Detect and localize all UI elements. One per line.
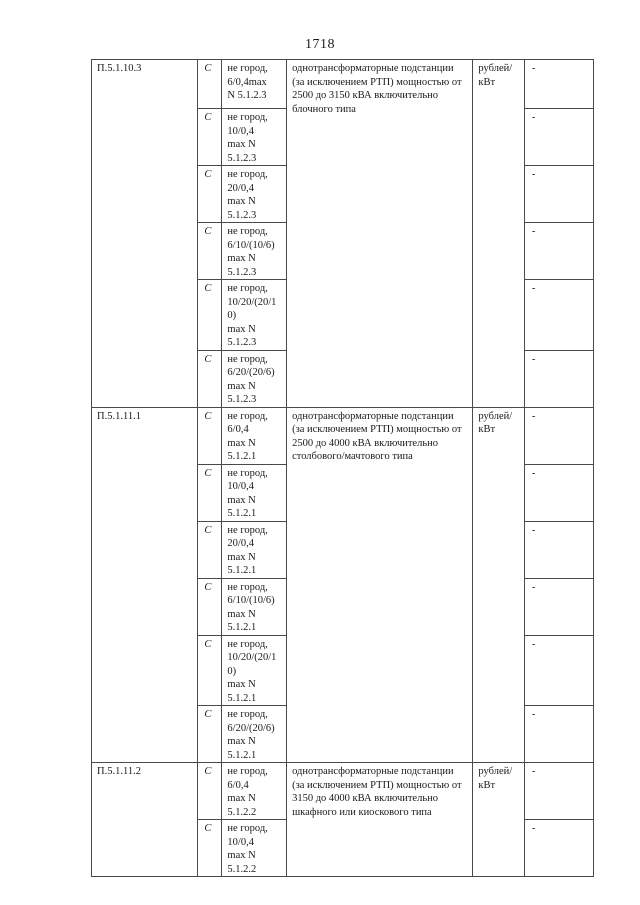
category-cell: С	[198, 763, 222, 820]
category-cell: С	[198, 60, 222, 109]
value-cell: -	[524, 350, 593, 407]
condition-cell: не город, 10/0,4 max N 5.1.2.2	[222, 820, 287, 877]
category-cell: С	[198, 407, 222, 464]
value-cell: -	[524, 635, 593, 706]
condition-cell: не город, 6/0,4 max N 5.1.2.1	[222, 407, 287, 464]
table-row	[92, 60, 594, 109]
unit-cell: рублей/ кВт	[473, 60, 525, 408]
category-cell: С	[198, 635, 222, 706]
category-cell: С	[198, 521, 222, 578]
unit-cell: рублей/ кВт	[473, 763, 525, 877]
condition-cell: не город, 10/20/(20/1 0) max N 5.1.2.1	[222, 635, 287, 706]
value-cell: -	[524, 578, 593, 635]
value-cell: -	[524, 223, 593, 280]
table-row	[92, 763, 594, 820]
unit-cell: рублей/ кВт	[473, 407, 525, 763]
category-cell: С	[198, 223, 222, 280]
tariff-table	[91, 59, 594, 877]
category-cell: С	[198, 166, 222, 223]
description-cell: однотрансформаторные подстанции (за исключением РТП) мощностью от 3150 до 4000 кВА включительно шкафного или киоскового типа	[287, 763, 473, 877]
category-cell: С	[198, 350, 222, 407]
category-cell: С	[198, 578, 222, 635]
value-cell: -	[524, 706, 593, 763]
condition-cell: не город, 10/0,4 max N 5.1.2.1	[222, 464, 287, 521]
category-cell: С	[198, 109, 222, 166]
category-cell: С	[198, 820, 222, 877]
value-cell: -	[524, 60, 593, 109]
condition-cell: не город, 6/20/(20/6) max N 5.1.2.3	[222, 350, 287, 407]
table-body	[92, 60, 594, 877]
value-cell: -	[524, 109, 593, 166]
condition-cell: не город, 6/0,4 max N 5.1.2.2	[222, 763, 287, 820]
condition-cell: не город, 6/10/(10/6) max N 5.1.2.3	[222, 223, 287, 280]
value-cell: -	[524, 464, 593, 521]
condition-cell: не город, 20/0,4 max N 5.1.2.1	[222, 521, 287, 578]
item-code: П.5.1.10.3	[92, 60, 198, 408]
table-row	[92, 407, 594, 464]
value-cell: -	[524, 280, 593, 351]
value-cell: -	[524, 166, 593, 223]
condition-cell: не город, 10/0,4 max N 5.1.2.3	[222, 109, 287, 166]
category-cell: С	[198, 464, 222, 521]
condition-cell: не город, 6/10/(10/6) max N 5.1.2.1	[222, 578, 287, 635]
condition-cell: не город, 6/20/(20/6) max N 5.1.2.1	[222, 706, 287, 763]
description-cell: однотрансформаторные подстанции (за исключением РТП) мощностью от 2500 до 4000 кВА включительно столбового/мачтового типа	[287, 407, 473, 763]
item-code: П.5.1.11.2	[92, 763, 198, 877]
condition-cell: не город, 20/0,4 max N 5.1.2.3	[222, 166, 287, 223]
condition-cell: не город, 10/20/(20/1 0) max N 5.1.2.3	[222, 280, 287, 351]
description-cell: однотрансформаторные подстанции (за исключением РТП) мощностью от 2500 до 3150 кВА включительно блочного типа	[287, 60, 473, 408]
condition-cell: не город, 6/0,4max N 5.1.2.3	[222, 60, 287, 109]
item-code: П.5.1.11.1	[92, 407, 198, 763]
value-cell: -	[524, 407, 593, 464]
value-cell: -	[524, 820, 593, 877]
page-number: 1718	[305, 37, 335, 52]
category-cell: С	[198, 706, 222, 763]
value-cell: -	[524, 763, 593, 820]
category-cell: С	[198, 280, 222, 351]
value-cell: -	[524, 521, 593, 578]
